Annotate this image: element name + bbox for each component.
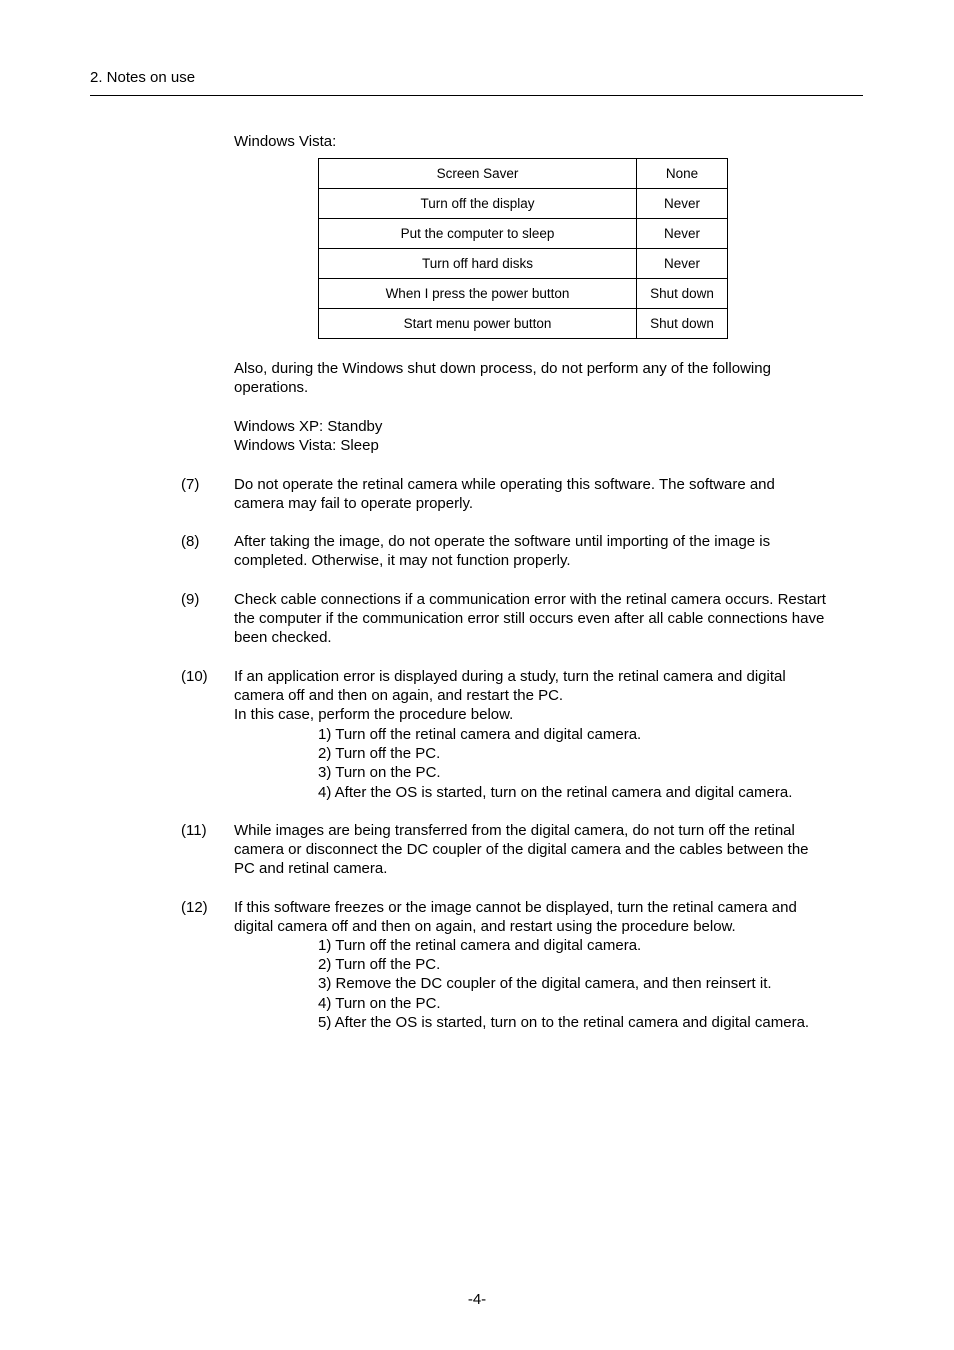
setting-name: Screen Saver — [319, 159, 637, 189]
item-line: Do not operate the retinal camera while operating this software. The software and — [234, 476, 775, 493]
setting-name: Turn off hard disks — [319, 249, 637, 279]
table-row — [319, 309, 728, 339]
vista-power-settings-table — [318, 158, 728, 339]
setting-value: Shut down — [637, 279, 728, 309]
table-row — [319, 219, 728, 249]
item-line: If this software freezes or the image cannot be displayed, turn the retinal camera and — [234, 899, 797, 916]
item-line: camera off and then on again, and restart the PC. — [234, 687, 564, 704]
vista-label: Windows Vista: — [234, 133, 337, 150]
page-number: -4- — [467, 1291, 487, 1308]
item-line: camera or disconnect the DC coupler of the digital camera and the cables between the — [234, 841, 809, 858]
procedure-step: 4) After the OS is started, turn on the retinal camera and digital camera. — [318, 783, 793, 801]
item-line: If an application error is displayed during a study, turn the retinal camera and digital — [234, 668, 786, 685]
item-number: (12) — [181, 899, 208, 916]
item-number: (10) — [181, 668, 208, 685]
item-number: (11) — [181, 822, 207, 839]
table-row — [319, 279, 728, 309]
setting-value: Never — [637, 219, 728, 249]
item-number: (9) — [181, 591, 200, 608]
procedure-step: 2) Turn off the PC. — [318, 956, 441, 974]
setting-name: Start menu power button — [319, 309, 637, 339]
procedure-step: 2) Turn off the PC. — [318, 745, 441, 763]
item-line: digital camera off and then on again, and restart using the procedure below. — [234, 918, 736, 935]
setting-value: None — [637, 159, 728, 189]
header-divider — [90, 95, 863, 96]
item-line: the computer if the communication error still occurs even after all cable connections have — [234, 610, 825, 627]
procedure-step: 3) Remove the DC coupler of the digital camera, and then reinsert it. — [318, 975, 772, 993]
setting-value: Never — [637, 249, 728, 279]
item-line: In this case, perform the procedure below. — [234, 706, 514, 723]
procedure-step: 5) After the OS is started, turn on to the retinal camera and digital camera. — [318, 1013, 810, 1031]
item-line: camera may fail to operate properly. — [234, 495, 473, 512]
setting-name: When I press the power button — [319, 279, 637, 309]
procedure-step: 4) Turn on the PC. — [318, 994, 441, 1012]
procedure-step: 3) Turn on the PC. — [318, 764, 441, 782]
procedure-steps — [318, 936, 809, 1032]
table-row — [319, 249, 728, 279]
item-line: While images are being transferred from the digital camera, do not turn off the retinal — [234, 822, 795, 839]
setting-value: Shut down — [637, 309, 728, 339]
item-line: After taking the image, do not operate the software until importing of the image is — [234, 533, 771, 550]
setting-name: Turn off the display — [319, 189, 637, 219]
item-line: completed. Otherwise, it may not function properly. — [234, 552, 571, 569]
item-line: been checked. — [234, 629, 332, 646]
shutdown-note-line: Also, during the Windows shut down process, do not perform any of the following — [234, 360, 771, 377]
setting-value: Never — [637, 189, 728, 219]
xp-standby-note: Windows XP: Standby — [234, 418, 383, 435]
table-row — [319, 159, 728, 189]
item-number: (8) — [181, 533, 200, 550]
item-line: Check cable connections if a communication error with the retinal camera occurs. Restart — [234, 591, 826, 608]
procedure-step: 1) Turn off the retinal camera and digital camera. — [318, 726, 642, 743]
vista-sleep-note: Windows Vista: Sleep — [234, 437, 379, 454]
section-header: 2. Notes on use — [90, 69, 196, 86]
setting-name: Put the computer to sleep — [319, 219, 637, 249]
item-line: PC and retinal camera. — [234, 860, 388, 877]
procedure-step: 1) Turn off the retinal camera and digital camera. — [318, 937, 642, 954]
shutdown-note-line: operations. — [234, 379, 309, 396]
item-number: (7) — [181, 476, 200, 493]
table-row — [319, 189, 728, 219]
procedure-steps — [318, 725, 792, 802]
